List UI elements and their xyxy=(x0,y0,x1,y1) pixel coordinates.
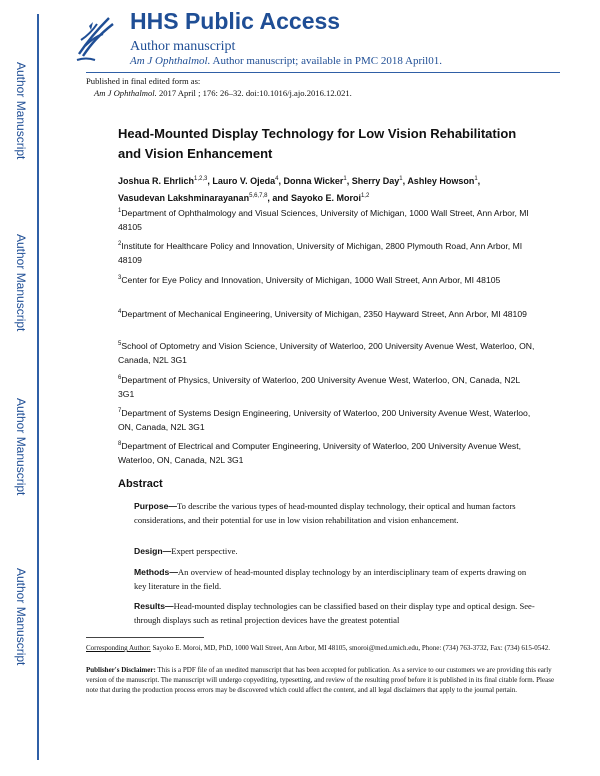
abstract-heading: Abstract xyxy=(118,478,163,490)
affiliation: $^2$Institute for Healthcare Policy and Innovation, University of Michigan, 2800 Plymouth Road, Ann Arbor, MI 48109 xyxy=(118,240,523,265)
publication-info xyxy=(86,75,352,99)
publisher-disclaimer: Publisher's Disclaimer: This is a PDF file of an unedited manuscript that has been accepted for publication. As a service to our customers we are providing this early version of the manuscript. The manuscript will undergo copyediting, typesetting, and review of the resulting proof before it is published in its final citable form. Please note that during the production process errors may be discovered which could affect the content, and all legal disclaimers that apply to the journal pertain. xyxy=(86,666,555,694)
hhs-public-access-title: HHS Public Access xyxy=(130,8,341,34)
availability-line xyxy=(130,55,442,67)
author: Ashley Howson$^1$, xyxy=(407,176,481,186)
author: Sayoko E. Moroi$^{1,2}$ xyxy=(290,193,370,203)
availability-text: Author manuscript; available in PMC 2018 April01. xyxy=(212,55,442,67)
affiliation: $^4$Department of Mechanical Engineering, University of Michigan, 2350 Hayward Street, Ann Arbor, MI 48109 xyxy=(118,308,527,319)
corresponding-author-note: Corresponding Author: Sayoko E. Moroi, MD, PhD, 1000 Wall Street, Ann Arbor, MI 48105, smoroi@med.umich.edu, Phone: (734) 763-3732, Fax: (734) 615-0542. xyxy=(86,644,550,652)
author-manuscript-label: Author Manuscript xyxy=(14,234,28,332)
affiliation: $^6$Department of Physics, University of Waterloo, 200 University Avenue West, Waterloo, ON, Canada, N2L 3G1 xyxy=(118,374,520,399)
citation xyxy=(94,87,352,99)
abstract-results: Results—Head-mounted display technologies can be classified based on their display type and optical design. See-through displays such as retinal projection devices have the greatest potential xyxy=(134,601,535,625)
journal-name: Am J Ophthalmol. xyxy=(130,55,211,67)
author: Vasudevan Lakshminarayanan$^{5,6,7,8}$, and xyxy=(118,193,291,203)
author-manuscript-label: Author Manuscript xyxy=(14,568,28,666)
affiliation: $^3$Center for Eye Policy and Innovation, University of Michigan, 1000 Wall Street, Ann Arbor, MI 48105 xyxy=(118,274,501,285)
affiliation: $^1$Department of Ophthalmology and Visual Sciences, University of Michigan, 1000 Wall Street, Ann Arbor, MI 48105 xyxy=(118,207,529,232)
author: Joshua R. Ehrlich$^{1,2,3}$, xyxy=(118,176,213,186)
citation-journal: Am J Ophthalmol. xyxy=(94,88,157,98)
affiliation: $^7$Department of Systems Design Engineering, University of Waterloo, 200 University Avenue West, Waterloo, ON, Canada, N2L 3G1 xyxy=(118,407,531,432)
paper-title: Head-Mounted Display Technology for Low Vision Rehabilitation and Vision Enhancement xyxy=(118,126,517,161)
author-list xyxy=(118,172,538,206)
abstract-methods: Methods—An overview of head-mounted display technology by an interdisciplinary team of experts drawing on key literature in the field. xyxy=(134,567,527,591)
author-manuscript-label: Author Manuscript xyxy=(14,62,28,160)
affiliation: $^8$Department of Electrical and Computer Engineering, University of Waterloo, 200 University Avenue West, Waterloo, ON, Canada, N2L 3G1 xyxy=(118,440,521,465)
author: Donna Wicker$^1$, xyxy=(283,176,352,186)
author: Lauro V. Ojeda$^4$, xyxy=(212,176,284,186)
footnote-divider xyxy=(86,637,204,638)
header-divider xyxy=(86,72,560,73)
citation-details: 2017 April ; 176: 26–32. doi:10.1016/j.ajo.2016.12.021. xyxy=(158,88,352,98)
author-manuscript-label: Author Manuscript xyxy=(14,398,28,496)
abstract-design: Design—Expert perspective. xyxy=(134,546,238,556)
author: Sherry Day$^1$, xyxy=(351,176,408,186)
hhs-eagle-logo xyxy=(73,12,117,64)
affiliation: $^5$School of Optometry and Vision Science, University of Waterloo, 200 University Avenue West, Waterloo, ON, Canada, N2L 3G1 xyxy=(118,340,535,365)
published-label: Published in final edited form as: xyxy=(86,76,201,86)
author-manuscript-subtitle: Author manuscript xyxy=(130,39,236,54)
abstract-purpose: Purpose—To describe the various types of head-mounted display technology, their optical and human factors considerations, and their potential for use in low vision rehabilitation and vision enhancement. xyxy=(134,501,516,525)
